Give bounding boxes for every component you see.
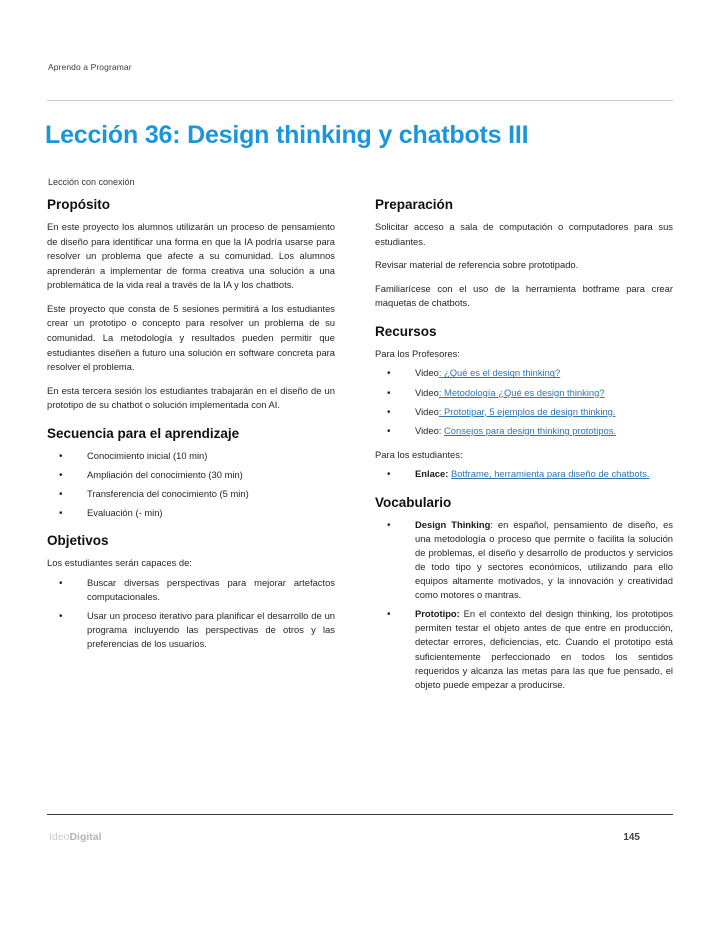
recursos-students-list <box>375 467 673 481</box>
preparacion-paragraph: Familiarícese con el uso de la herramienta botframe para crear maquetas de chatbots. <box>375 282 673 309</box>
right-column <box>375 197 673 702</box>
section-heading-vocabulario: Vocabulario <box>375 494 452 510</box>
resource-prefix: Enlace: <box>415 468 451 480</box>
video-link[interactable]: : Prototipar, 5 ejemplos de design thinking. <box>438 405 616 417</box>
page-title: Lección 36: Design thinking y chatbots III <box>45 121 529 149</box>
resource-prefix: Video <box>415 405 439 417</box>
bullet-item: • Ampliación del conocimiento (30 min) <box>47 468 335 482</box>
objetivos-intro: Los estudiantes serán capaces de: <box>47 557 192 569</box>
video-link[interactable]: : Metodología ¿Qué es design thinking? <box>438 386 605 398</box>
vocab-item <box>375 518 673 603</box>
left-column <box>47 197 335 702</box>
vocab-definition: En el contexto del design thinking, los prototipos permiten testar el objeto antes de que entre en producción, detectar errores, deficiencias, etc. Cuando el prototipo está suficientemente perfeccionado en todos los sentidos requeridos y alcanza las metas para las que fue pensado, el objeto puede empezar a producirse. <box>415 608 673 690</box>
page-subtitle: Lección con conexión <box>48 177 135 187</box>
recursos-teachers-list <box>375 366 673 437</box>
proposito-paragraph: En esta tercera sesión los estudiantes trabajarán en el diseño de un prototipo de su chatbot o solución implementada con AI. <box>47 384 335 411</box>
resource-prefix: Video <box>415 386 439 398</box>
footer-logo <box>49 831 102 843</box>
section-heading-proposito: Propósito <box>47 197 110 212</box>
header-divider <box>47 100 673 101</box>
vocab-item <box>375 607 673 692</box>
page-number: 145 <box>623 832 640 843</box>
content-columns <box>47 197 673 702</box>
preparacion-paragraph: Solicitar acceso a sala de computación o computadores para sus estudiantes. <box>375 221 673 247</box>
resource-item <box>375 405 673 419</box>
vocab-term: Design Thinking <box>415 518 491 530</box>
footer-divider <box>47 814 673 815</box>
video-link[interactable]: : ¿Qué es el design thinking? <box>438 367 561 379</box>
doc-header: Aprendo a Programar <box>48 62 132 72</box>
proposito-paragraph: En este proyecto los alumnos utilizarán un proceso de pensamiento de diseño para identificar una forma en que la IA podría usarse para resolver un problema que afecte a su comunidad. Los alumnos aprenderán a implementar de forma creativa una solución a una problemática de la vida real a través de la IA y los chatbots. <box>47 221 335 291</box>
bullet-item: • Buscar diversas perspectivas para mejorar artefactos computacionales. <box>47 576 335 604</box>
vocabulario-list <box>375 518 673 692</box>
resource-item <box>375 366 673 380</box>
resource-item <box>375 467 673 481</box>
section-heading-recursos: Recursos <box>375 323 437 339</box>
bullet-item: • Transferencia del conocimiento (5 min) <box>47 487 335 501</box>
footer-logo-bold: Digital <box>69 831 102 843</box>
bullet-item: • Conocimiento inicial (10 min) <box>47 449 335 463</box>
footer-logo-light: Ideo <box>49 831 70 843</box>
resource-item <box>375 424 673 438</box>
recursos-teachers-label: Para los Profesores: <box>375 347 460 359</box>
objetivos-list <box>47 576 335 652</box>
video-link[interactable]: Consejos para design thinking prototipos. <box>444 424 617 436</box>
section-heading-objetivos: Objetivos <box>47 533 109 549</box>
bullet-item: • Usar un proceso iterativo para planificar el desarrollo de un programa incluyendo las perspectivas de otros y las preferencias de los usuarios. <box>47 609 335 651</box>
enlace-link[interactable]: Botframe, herramienta para diseño de chatbots. <box>450 468 650 480</box>
section-heading-secuencia: Secuencia para el aprendizaje <box>47 425 240 441</box>
recursos-students-label: Para los estudiantes: <box>375 448 463 460</box>
vocab-term: Prototipo: <box>415 608 460 620</box>
vocab-definition: : en español, pensamiento de diseño, es una metodología o proceso que permite o facilita la solución de problemas, el diseño y desarrollo de productos y servicios de todo tipo y sectores económicos, utilizando para ello equipos altamente motivados, y la innovación y creatividad como motores o mantras. <box>415 518 673 601</box>
resource-prefix: Video <box>415 367 439 379</box>
resource-prefix: Video: <box>415 424 445 436</box>
bullet-item: • Evaluación (- min) <box>47 506 335 520</box>
preparacion-paragraph: Revisar material de referencia sobre prototipado. <box>375 259 579 271</box>
proposito-paragraph: Este proyecto que consta de 5 sesiones permitirá a los estudiantes crear un prototipo o concepto para resolver un problema de su comunidad. La metodología y resultados pueden permitir que estudiantes diseñen a futuro una solución en software concreta para resolver el problema. <box>47 302 335 373</box>
resource-item <box>375 386 673 400</box>
secuencia-list <box>47 449 335 520</box>
section-heading-preparacion: Preparación <box>375 197 454 212</box>
